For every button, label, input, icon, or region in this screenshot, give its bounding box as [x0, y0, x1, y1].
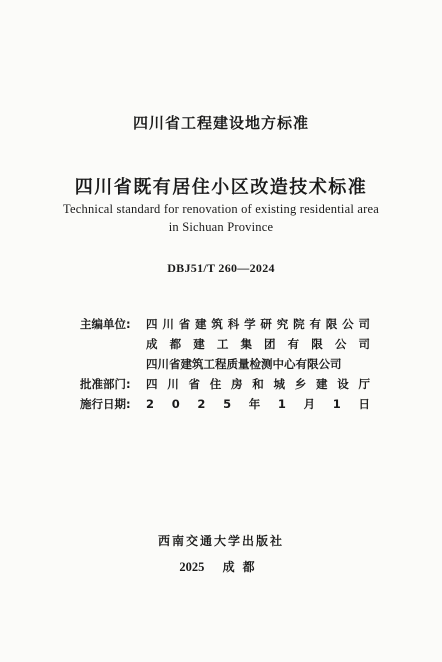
letter-spaced-char: 设: [337, 377, 349, 391]
editor-row-2: [80, 334, 380, 354]
standard-title-english-line2: in Sichuan Province: [168, 220, 274, 234]
letter-spaced-char: 房: [231, 377, 243, 391]
letter-spaced-char: 川: [162, 317, 174, 331]
letter-spaced-char: 筑: [211, 317, 223, 331]
letter-spaced-char: 建: [193, 337, 205, 351]
approver-label: 批准部门:: [80, 377, 131, 391]
date-row: [80, 394, 380, 414]
date-char: 2: [146, 397, 155, 411]
info-block: [80, 314, 380, 414]
letter-spaced-char: 有: [287, 337, 300, 351]
date-char: 1: [277, 397, 286, 411]
standard-series: 四川省工程建设地方标准: [132, 114, 309, 132]
letter-spaced-char: 建: [195, 317, 207, 331]
letter-spaced-char: 司: [358, 317, 370, 331]
letter-spaced-char: 城: [273, 377, 285, 391]
editor-label: 主编单位:: [80, 317, 131, 331]
letter-spaced-char: 学: [244, 317, 256, 331]
letter-spaced-char: 都: [169, 337, 182, 351]
publication-place: [0, 558, 442, 575]
editor-row-3: [80, 354, 380, 374]
editor-label-spacer-2: [80, 354, 146, 374]
editor-label-spacer: [80, 334, 146, 354]
letter-spaced-char: 厅: [358, 377, 370, 391]
letter-spaced-char: 成: [146, 337, 158, 351]
date-char: 5: [223, 397, 232, 411]
date-char: 日: [358, 397, 370, 411]
letter-spaced-char: 团: [264, 337, 276, 351]
letter-spaced-char: 究: [276, 317, 289, 331]
publisher: 西南交通大学出版社: [157, 534, 284, 548]
letter-spaced-char: 工: [216, 337, 229, 351]
letter-spaced-char: 司: [358, 337, 370, 351]
letter-spaced-char: 限: [311, 337, 323, 351]
letter-spaced-char: 公: [334, 337, 347, 351]
approver-row: [80, 374, 380, 394]
letter-spaced-char: 省: [178, 317, 191, 331]
approver-value: [146, 374, 370, 394]
letter-spaced-char: 住: [209, 377, 222, 391]
standard-title-chinese: 四川省既有居住小区改造技术标准: [74, 177, 368, 198]
date-char: 年: [248, 397, 261, 411]
editor-org-3: 四川省建筑工程质量检测中心有限公司: [146, 357, 342, 371]
letter-spaced-char: 和: [252, 377, 264, 391]
date-char: 0: [171, 397, 180, 411]
letter-spaced-char: 川: [167, 377, 179, 391]
publication-city: 成都: [222, 560, 263, 574]
publication-year: 2025: [179, 560, 205, 574]
letter-spaced-char: 集: [240, 337, 252, 351]
letter-spaced-char: 有: [309, 317, 321, 331]
editor-org-2: [146, 334, 370, 354]
standard-code: DBJ51/T 260—2024: [167, 261, 275, 275]
date-char: 1: [332, 397, 341, 411]
letter-spaced-char: 科: [227, 317, 240, 331]
letter-spaced-char: 研: [260, 317, 272, 331]
letter-spaced-char: 建: [316, 377, 328, 391]
letter-spaced-char: 四: [146, 377, 158, 391]
date-char: 2: [197, 397, 206, 411]
letter-spaced-char: 四: [146, 317, 158, 331]
letter-spaced-char: 院: [293, 317, 305, 331]
editor-org-1: [146, 314, 370, 334]
standard-title-english-line1: Technical standard for renovation of existing residential area: [63, 202, 379, 216]
letter-spaced-char: 省: [188, 377, 200, 391]
editor-row: [80, 314, 380, 334]
date-char: 月: [303, 397, 316, 411]
letter-spaced-char: 乡: [294, 377, 307, 391]
letter-spaced-char: 限: [325, 317, 338, 331]
date-value: [146, 394, 370, 414]
letter-spaced-char: 公: [342, 317, 354, 331]
date-label: 施行日期:: [80, 397, 131, 411]
